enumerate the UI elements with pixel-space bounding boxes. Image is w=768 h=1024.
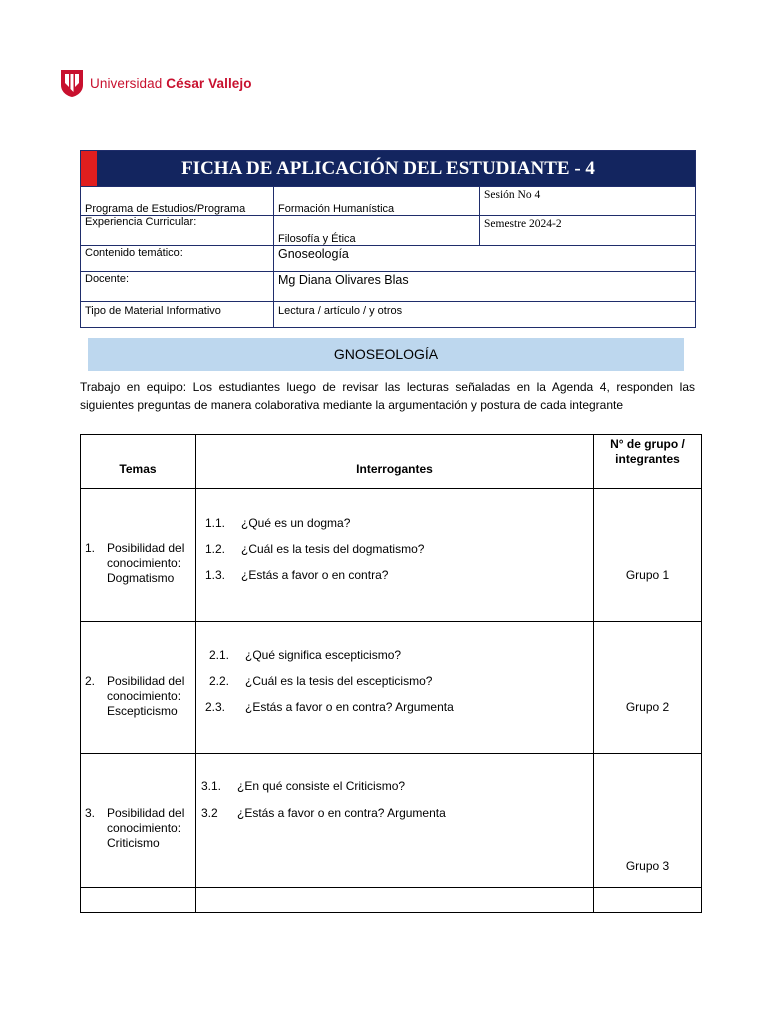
header-value-docente: Mg Diana Olivares Blas [274,272,696,302]
header-label-programa: Programa de Estudios/Programa [81,187,274,216]
header-semester: Semestre 2024-2 [480,216,696,246]
header-value-programa: Formación Humanística [274,187,480,216]
tema-number: 2. [85,674,96,688]
logo-name: César Vallejo [166,75,252,91]
header-value-experiencia: Filosofía y Ética [274,216,480,246]
question-text: ¿En qué consiste el Criticismo? [237,779,406,793]
question-number: 1.3. [205,568,226,582]
questions-cell [196,754,594,888]
table-row [81,489,702,622]
question-number: 2.1. [209,648,230,662]
grupo-cell [594,489,702,622]
question-item [201,806,446,820]
question-text: ¿Qué significa escepticismo? [245,648,402,662]
question-number: 2.3. [205,700,226,714]
question-number: 1.2. [205,542,226,556]
questions-cell [196,489,594,622]
question-item [201,779,405,793]
tema-number: 3. [85,806,96,820]
question-number: 1.1. [205,516,226,530]
question-number: 3.1. [201,779,222,793]
questions-cell [196,622,594,754]
tema-cell [81,489,196,622]
empty-cell [196,888,594,913]
header-session: Sesión No 4 [480,187,696,216]
question-item [205,542,424,556]
grupo-label: Grupo 2 [625,700,670,714]
grupo-label: Grupo 1 [625,568,670,582]
tema-item [85,541,195,586]
tema-text: Posibilidad del conocimiento: Escepticismo [107,674,185,718]
tema-text: Posibilidad del conocimiento: Criticismo [107,806,185,850]
page-title-text: FICHA DE APLICACIÓN DEL ESTUDIANTE - 4 [181,157,595,179]
page-title [81,151,696,187]
tema-number: 1. [85,541,96,555]
question-text: ¿Estás a favor o en contra? [241,568,389,582]
university-logo [60,68,252,98]
header-info-table [80,150,696,328]
grupo-cell [594,754,702,888]
grupo-label: Grupo 3 [625,859,670,873]
tema-cell [81,754,196,888]
table-row [81,754,702,888]
question-number: 3.2 [201,806,218,820]
questions-table [80,434,702,913]
grupo-cell [594,622,702,754]
question-item [209,648,401,662]
empty-cell [81,888,196,913]
question-text: ¿Qué es un dogma? [241,516,351,530]
tema-cell [81,622,196,754]
university-shield-icon [60,68,84,98]
question-text: ¿Cuál es la tesis del escepticismo? [245,674,433,688]
tema-item [85,674,195,719]
question-item [209,674,432,688]
table-row-empty [81,888,702,913]
instructions-paragraph: Trabajo en equipo: Los estudiantes luego de revisar las lecturas señaladas en la Agenda 4, responden las siguientes preguntas de manera colaborativa mediante la argumentación y postura de cada integrante [80,380,695,412]
empty-cell [594,888,702,913]
question-item [205,700,454,714]
table-row [81,622,702,754]
question-item [205,516,350,530]
tema-item [85,806,195,851]
column-header-temas: Temas [81,435,196,489]
header-label-experiencia: Experiencia Curricular: [81,216,274,246]
question-item [205,568,388,582]
question-text: ¿Estás a favor o en contra? Argumenta [245,700,454,714]
column-header-interrogantes: Interrogantes [196,435,594,489]
header-value-contenido: Gnoseología [274,246,696,272]
header-value-material: Lectura / artículo / y otros [274,302,696,328]
logo-text [90,76,252,91]
question-text: ¿Cuál es la tesis del dogmatismo? [241,542,425,556]
header-label-docente: Docente: [81,272,274,302]
column-header-grupo: N° de grupo / integrantes [594,435,702,489]
logo-prefix: Universidad [90,75,163,91]
title-accent-bar [81,151,97,186]
question-text: ¿Estás a favor o en contra? Argumenta [237,806,446,820]
tema-text: Posibilidad del conocimiento: Dogmatismo [107,541,185,585]
section-title-band: GNOSEOLOGÍA [88,338,684,371]
header-label-contenido: Contenido temático: [81,246,274,272]
question-number: 2.2. [209,674,230,688]
header-label-material: Tipo de Material Informativo [81,302,274,328]
